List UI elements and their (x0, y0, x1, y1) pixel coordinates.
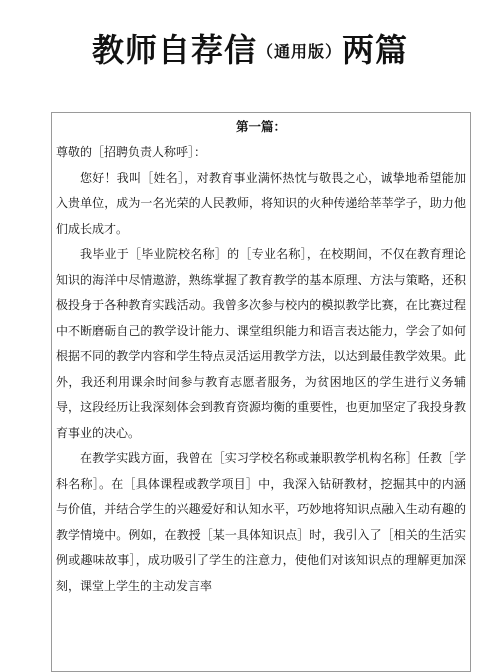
title-tail: 两篇 (342, 31, 409, 69)
document-body (56, 116, 466, 599)
paragraph-intro: 您好！我叫［姓名］，对教育事业满怀热忱与敬畏之心，诚挚地希望能加入贵单位，成为一名光荣的人民教师，将知识的火种传递给莘莘学子，助力他们成长成才。 (56, 170, 466, 236)
section-heading: 第一篇： (235, 119, 286, 134)
title-parenthetical: （通用版） (256, 42, 342, 61)
paragraph-education: 我毕业于［毕业院校名称］的［专业名称］，在校期间，不仅在教育理论知识的海洋中尽情遨游，熟练掌握了教育教学的基本原理、方法与策略，还积极投身于各种教育实践活动。我曾多次参与校内的模拟教学比赛，在比赛过程中不断磨砺自己的教学设计能力、课堂组织能力和语言表达能力，学会了如何根据不同的教学内容和学生特点灵活运用教学方法，以达到最佳教学效果。此外，我还利用课余时间参与教育志愿者服务，为贫困地区的学生进行义务辅导，这段经历让我深刻体会到教育资源均衡的重要性，也更加坚定了我投身教育事业的决心。 (56, 247, 466, 440)
page-title (0, 30, 500, 72)
title-main: 教师自荐信 (91, 31, 257, 69)
paragraph-practice: 在教学实践方面，我曾在［实习学校名称或兼职教学机构名称］任教［学科名称］。在［具体课程或教学项目］中，我深入钻研教材，挖掘其中的内涵与价值，并结合学生的兴趣爱好和认知水平，巧妙地将知识点融入生动有趣的教学情境中。例如，在教授［某一具体知识点］时，我引入了［相关的生活实例或趣味故事］，成功吸引了学生的注意力，使他们对该知识点的理解更加深刻，课堂上学生的主动发言率 (56, 451, 466, 593)
greeting-line: 尊敬的［招聘负责人称呼］： (56, 145, 207, 159)
